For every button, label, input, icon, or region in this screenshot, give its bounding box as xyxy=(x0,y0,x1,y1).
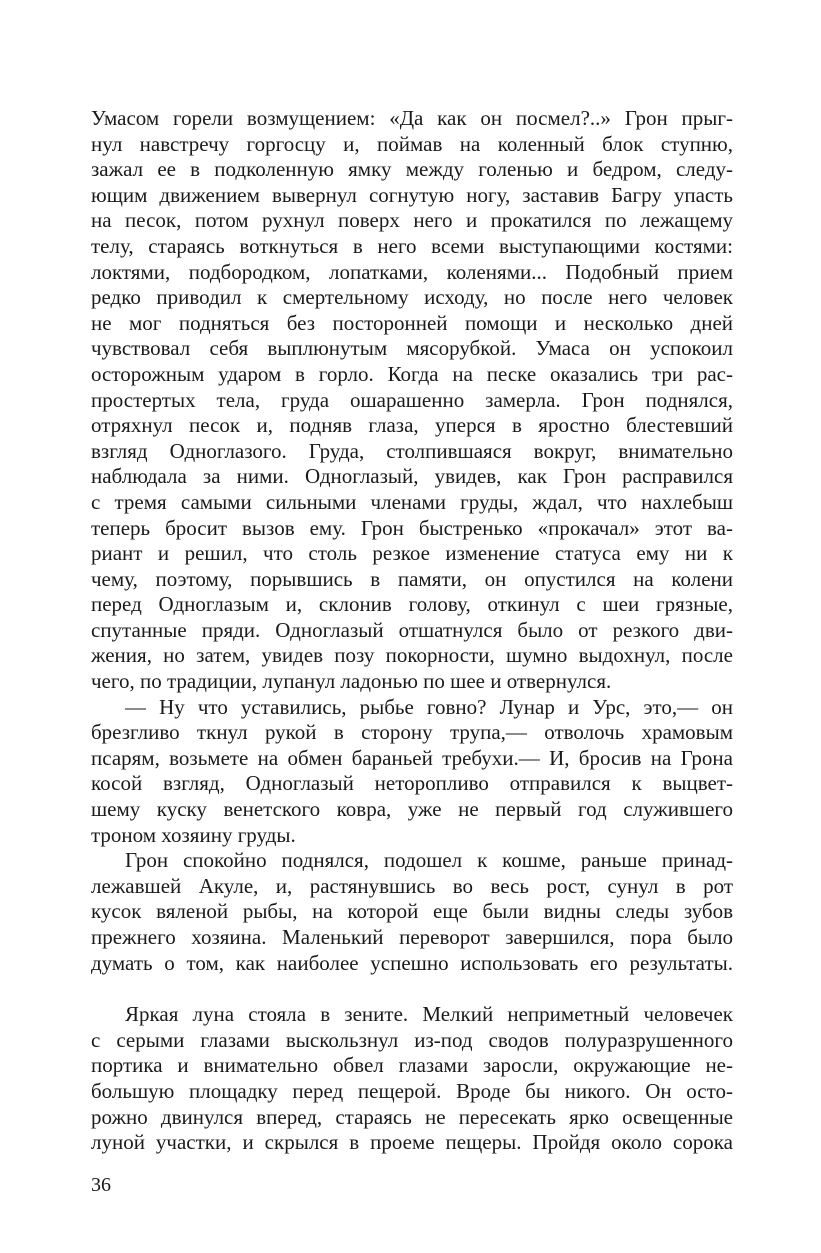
paragraph-fight xyxy=(91,106,733,695)
page-number: 36 xyxy=(91,1174,111,1196)
text-line: наблюдала за ними. Одноглазый, увидев, как Грон расправился xyxy=(91,464,733,489)
text-line: луной участки, и скрылся в проеме пещеры. Пройдя около сорока xyxy=(91,1130,733,1155)
text-line: прежнего хозяина. Маленький переворот завершился, пора было xyxy=(91,925,733,949)
text-line: телу, стараясь воткнуться в него всеми выступающими костями: xyxy=(91,233,733,258)
text-line: чего, по традиции, лупанул ладонью по шее и отвернулся. xyxy=(91,669,612,694)
text-line: большую площадку перед пещерой. Вроде бы никого. Он осто- xyxy=(91,1078,733,1103)
text-line: редко приводил к смертельному исходу, но после него человек xyxy=(91,285,733,310)
text-line: на песок, потом рухнул поверх него и прокатился по лежащему xyxy=(91,208,733,233)
text-line: перед Одноглазым и, склонив голову, откинул с шеи грязные, xyxy=(91,592,733,617)
text-line: Яркая луна стояла в зените. Мелкий неприметный человечек xyxy=(125,1002,733,1027)
text-line: кусок вяленой рыбы, на которой еще были видны следы зубов xyxy=(91,899,733,924)
text-line: Грон спокойно поднялся, подошел к кошме, раньше принад- xyxy=(125,848,733,873)
text-line: теперь бросит вызов ему. Грон быстренько «прокачал» этот ва- xyxy=(91,515,733,540)
text-line: портика и внимательно обвел глазами заросли, окружающие не- xyxy=(91,1053,733,1078)
text-line: троном хозяину груды. xyxy=(91,822,296,847)
text-line: лежавшей Акуле, и, растянувшись во весь рост, сунул в рот xyxy=(91,873,733,898)
text-line: не мог подняться без посторонней помощи и несколько дней xyxy=(91,310,733,335)
text-line: шему куску венетского ковра, уже не первый год служившего xyxy=(91,797,733,822)
paragraph-gron-rests xyxy=(91,848,733,976)
text-line: отряхнул песок и, подняв глаза, уперся в яростно блестевший xyxy=(91,413,733,438)
section-break xyxy=(91,976,733,1002)
text-line: спутанные пряди. Одноглазый отшатнулся было от резкого дви- xyxy=(91,617,733,642)
text-line: зажал ее в подколенную ямку между голенью и бедром, следу- xyxy=(91,157,733,182)
text-line: с серыми глазами выскользнул из-под сводов полуразрушенного xyxy=(91,1027,733,1052)
text-line: нул навстречу горгосцу и, поймав на коленный блок ступню, xyxy=(91,131,733,156)
paragraph-dialogue xyxy=(91,695,733,849)
text-line: ющим движением вывернул согнутую ногу, заставив Багру упасть xyxy=(91,182,733,207)
text-line: взгляд Одноглазого. Груда, столпившаяся вокруг, внимательно xyxy=(91,438,733,463)
text-line: чувствовал себя выплюнутым мясорубкой. Умаса он успокоил xyxy=(91,336,733,361)
text-line: думать о том, как наиболее успешно использовать его результаты. xyxy=(91,950,733,975)
text-line: риант и решил, что столь резкое изменение статуса ему ни к xyxy=(91,541,733,566)
text-line: псарям, возьмете на обмен бараньей требухи.— И, бросив на Грона xyxy=(91,745,733,770)
text-line: косой взгляд, Одноглазый неторопливо отправился к выцвет- xyxy=(91,771,733,796)
page-text xyxy=(91,106,733,1156)
text-line: простертых тела, груда ошарашенно замерла. Грон поднялся, xyxy=(91,387,733,412)
text-line: чему, поэтому, порывшись в памяти, он опустился на колени xyxy=(91,566,733,591)
paragraph-night-scene xyxy=(91,1002,733,1156)
text-line: брезгливо ткнул рукой в сторону трупа,— отволочь храмовым xyxy=(91,720,733,745)
text-line: осторожным ударом в горло. Когда на песке оказались три рас- xyxy=(91,361,733,386)
text-line: жения, но затем, увидев позу покорности, шумно выдохнул, после xyxy=(91,643,733,668)
text-line: локтями, подбородком, лопатками, коленями... Подобный прием xyxy=(91,259,733,284)
text-line: с тремя самыми сильными членами груды, ждал, что нахлебыш xyxy=(91,489,733,514)
text-line: — Ну что уставились, рыбье говно? Лунар и Урс, это,— он xyxy=(125,694,733,719)
text-line: рожно двинулся вперед, стараясь не пересекать ярко освещенные xyxy=(91,1104,733,1129)
text-line: Умасом горели возмущением: «Да как он посмел?..» Грон прыг- xyxy=(91,106,733,130)
